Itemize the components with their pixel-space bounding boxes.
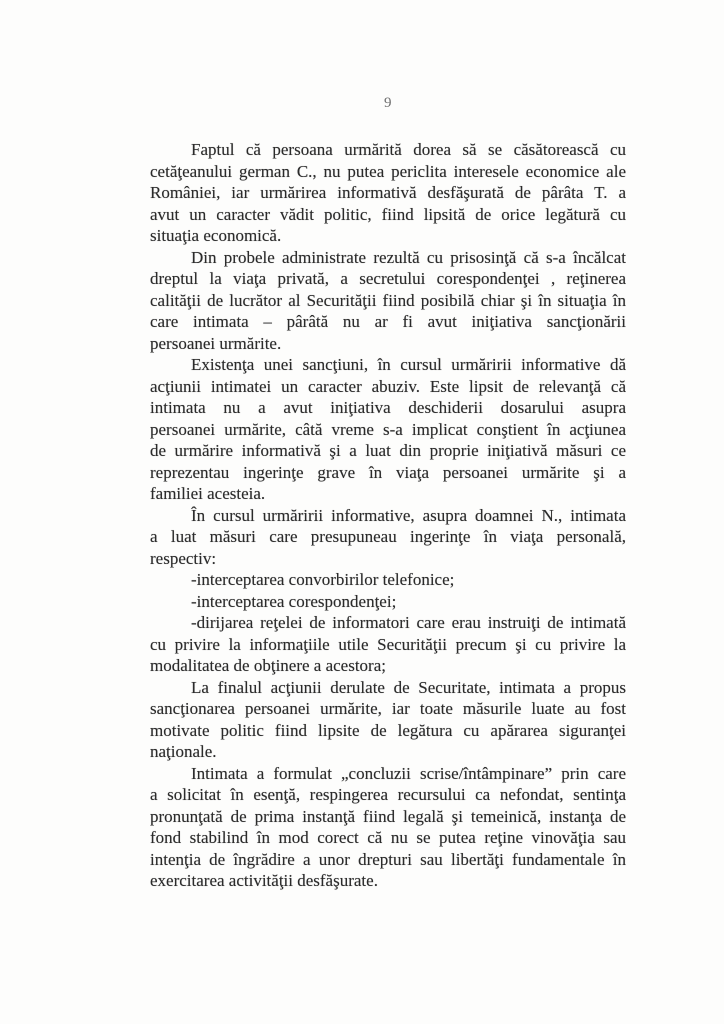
text-line: de urmărire informativă şi a luat din proprie iniţiativă măsuri ce (150, 441, 626, 460)
paragraph (150, 354, 626, 505)
text-line: cu privire la informaţiile utile Securităţii precum şi cu privire la (150, 634, 626, 654)
text-line: naţionale. (150, 742, 217, 761)
text-line: avut un caracter vădit politic, fiind lipsită de orice legătură cu (150, 204, 626, 224)
text-line: motivate politic fiind lipsite de legătura cu apărarea siguranţei (150, 720, 626, 740)
text-line: Intimata a formulat „concluzii scrise/întâmpinare” prin care (191, 763, 626, 783)
text-line: dreptul la viaţa privată, a secretului corespondenţei , reţinerea (150, 269, 626, 288)
paragraph (150, 763, 626, 892)
text-line: sancţionarea persoanei urmărite, iar toate măsurile luate au fost (150, 699, 626, 718)
text-line: exercitarea activităţii desfăşurate. (150, 871, 378, 890)
text-line: care intimata – pârâtă nu ar fi avut iniţiativa sancţionării (150, 312, 626, 331)
text-line: -interceptarea convorbirilor telefonice; (191, 570, 455, 589)
text-line: a solicitat în esenţă, respingerea recursului ca nefondat, sentinţa (150, 785, 626, 804)
text-line: familiei acesteia. (150, 484, 266, 503)
paragraph (150, 591, 626, 613)
text-line: situaţia economică. (150, 226, 282, 245)
text-line: modalitatea de obţinere a acestora; (150, 656, 386, 675)
text-line: Existenţa unei sancţiuni, în cursul urmăririi informative dă (191, 355, 626, 374)
text-line: persoanei urmărite. (150, 333, 282, 353)
text-line: intenţia de îngrădire a unor drepturi sau libertăţi fundamentale în (150, 849, 626, 869)
text-line: fond stabilind în mod corect că nu se putea reţine vinovăţia sau (150, 828, 626, 847)
text-line: reprezentau ingerinţe grave în viaţa persoanei urmărite şi a (150, 462, 626, 482)
paragraph (150, 247, 626, 355)
text-line: acţiunii intimatei un caracter abuziv. Este lipsit de relevanţă că (150, 376, 626, 396)
text-line: pronunţată de prima instanţă fiind legală şi temeinică, instanţa de (150, 806, 626, 826)
page-number: 9 (384, 95, 392, 111)
paragraph (150, 677, 626, 763)
text-line: -dirijarea reţelei de informatori care erau instruiţi de intimată (191, 613, 626, 632)
text-line: intimata nu a avut iniţiativa deschiderii dosarului asupra (150, 398, 626, 417)
paragraph (150, 139, 626, 247)
text-line: Faptul că persoana urmărită dorea să se căsătorească cu (191, 140, 626, 159)
text-line: În cursul urmăririi informative, asupra doamnei N., intimata (191, 505, 626, 525)
text-line: respectiv: (150, 548, 217, 568)
text-line: cetăţeanului german C., nu putea periclita interesele economice ale (150, 161, 626, 181)
text-line: calităţii de lucrător al Securităţii fiind posibilă chiar şi în situaţia în (150, 290, 626, 310)
paragraph (150, 612, 626, 677)
paragraph (150, 505, 626, 570)
text-line: persoanei urmărite, câtă vreme s-a implicat conştient în acţiunea (150, 419, 626, 439)
paragraph (150, 569, 626, 591)
text-line: La finalul acţiunii derulate de Securitate, intimata a propus (191, 677, 626, 697)
text-line: României, iar urmărirea informativă desfăşurată de pârâta T. a (150, 183, 626, 202)
text-line: Din probele administrate rezultă cu prisosinţă că s-a încălcat (191, 247, 626, 267)
document-text-body (150, 139, 626, 892)
text-line: -interceptarea corespondenţei; (191, 591, 397, 611)
text-line: a luat măsuri care presupuneau ingerinţe în viaţa personală, (150, 527, 626, 546)
